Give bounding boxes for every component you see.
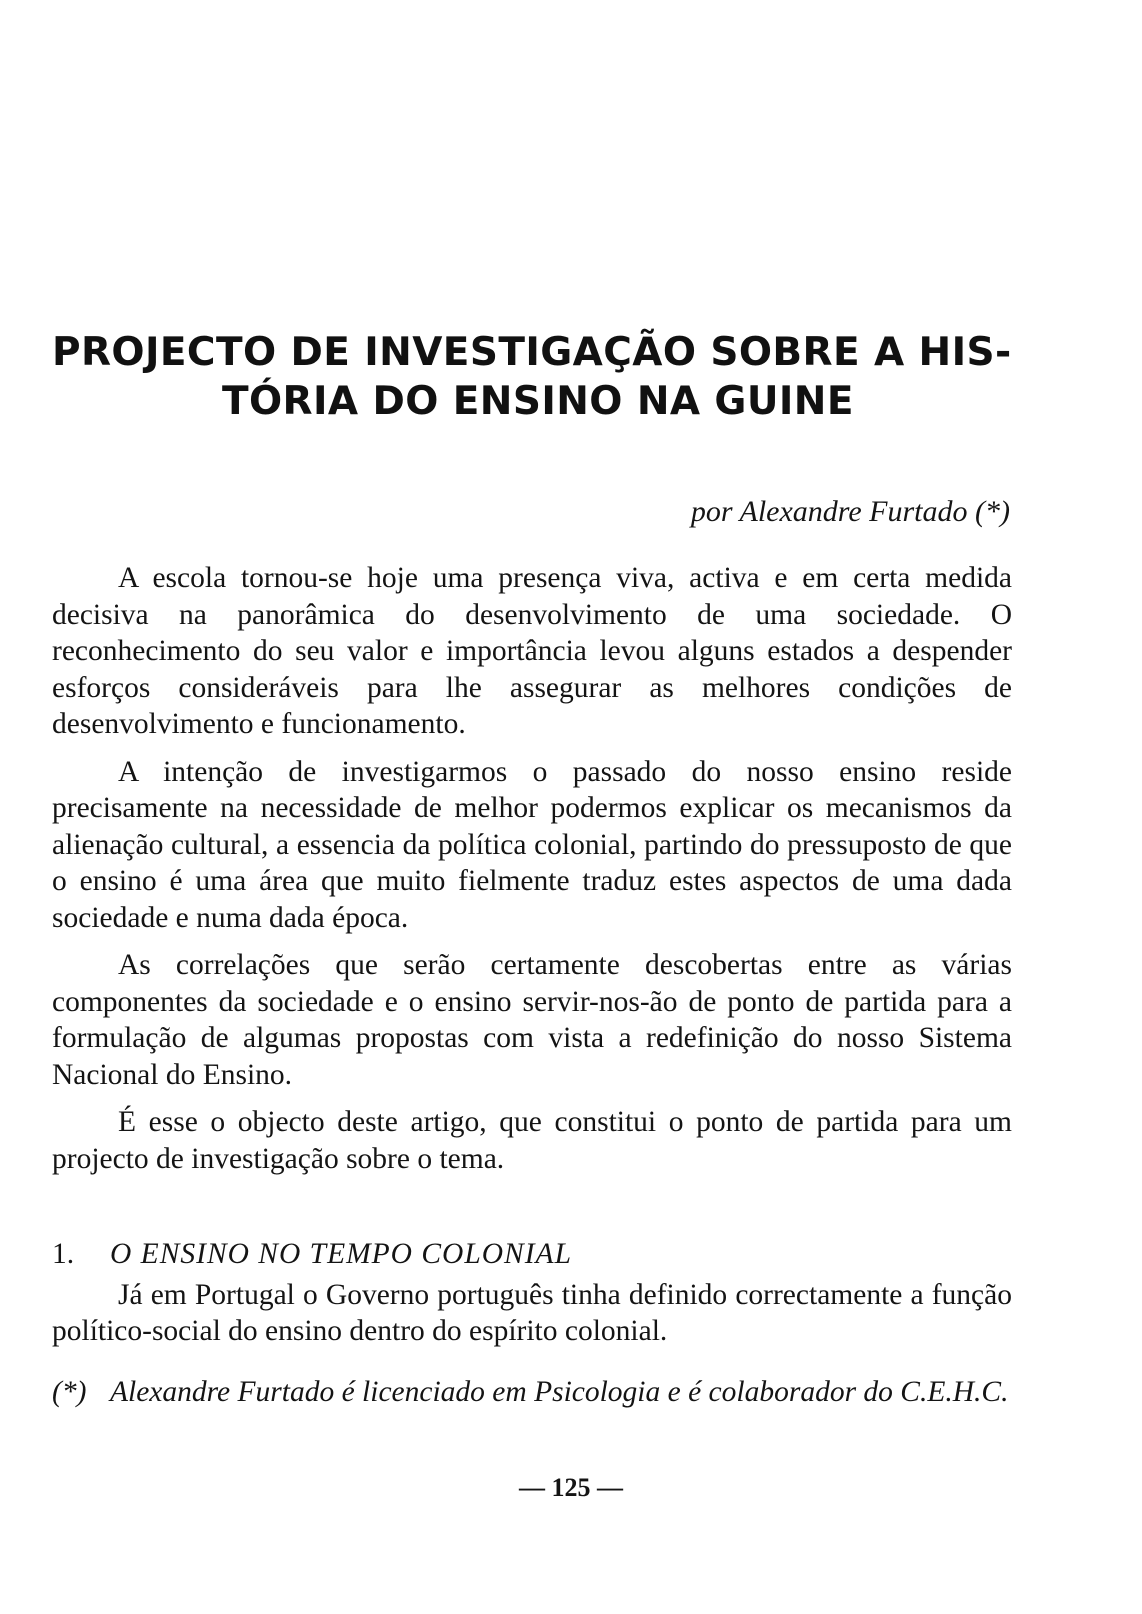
article-body bbox=[52, 560, 1012, 1188]
paragraph-1: A escola tornou-se hoje uma presença viva, activa e em certa medida decisiva na panorâmica do desenvolvimento de uma sociedade. O reconhecimento do seu valor e importância levou alguns estados a despender esforços consideráveis para lhe assegurar as melhores condições de desenvolvimento e funcionamento. bbox=[52, 562, 1012, 740]
paragraph-4: É esse o objecto deste artigo, que constitui o ponto de partida para um projecto de investigação sobre o tema. bbox=[52, 1106, 1012, 1175]
article-title bbox=[52, 328, 1052, 426]
author-byline: por Alexandre Furtado (*) bbox=[690, 495, 1010, 528]
page-number: — 125 — bbox=[519, 1473, 623, 1502]
section-paragraph: Já em Portugal o Governo português tinha definido correctamente a função político-social do ensino dentro do espírito colonial. bbox=[52, 1278, 1012, 1347]
paragraph-2: A intenção de investigarmos o passado do nosso ensino reside precisamente na necessidade de melhor podermos explicar os mecanismos da alienação cultural, a essencia da política colonial, partindo do pressuposto de que o ensino é uma área que muito fielmente traduz estes aspectos de uma dada sociedade e numa dada época. bbox=[52, 755, 1012, 934]
paragraph-3: As correlações que serão certamente descobertas entre as várias componentes da sociedade e o ensino servir-nos-ão de ponto de partida para a formulação de algumas propostas com vista a redefinição do nosso Sistema Nacional do Ensino. bbox=[52, 949, 1012, 1091]
article-title-line-1: PROJECTO DE INVESTIGAÇÃO SOBRE A HIS- bbox=[52, 330, 1012, 375]
section-heading bbox=[52, 1236, 1012, 1273]
footnote-text: Alexandre Furtado é licenciado em Psicologia e é colaborador do C.E.H.C. bbox=[110, 1376, 1009, 1408]
section-number: 1. bbox=[52, 1238, 75, 1270]
section-title: O ENSINO NO TEMPO COLONIAL bbox=[110, 1238, 572, 1270]
footnote-mark: (*) bbox=[52, 1376, 87, 1408]
article-title-line-2: TÓRIA DO ENSINO NA GUINE bbox=[222, 379, 854, 424]
section-1 bbox=[52, 1236, 1012, 1350]
footnote bbox=[52, 1374, 1012, 1410]
